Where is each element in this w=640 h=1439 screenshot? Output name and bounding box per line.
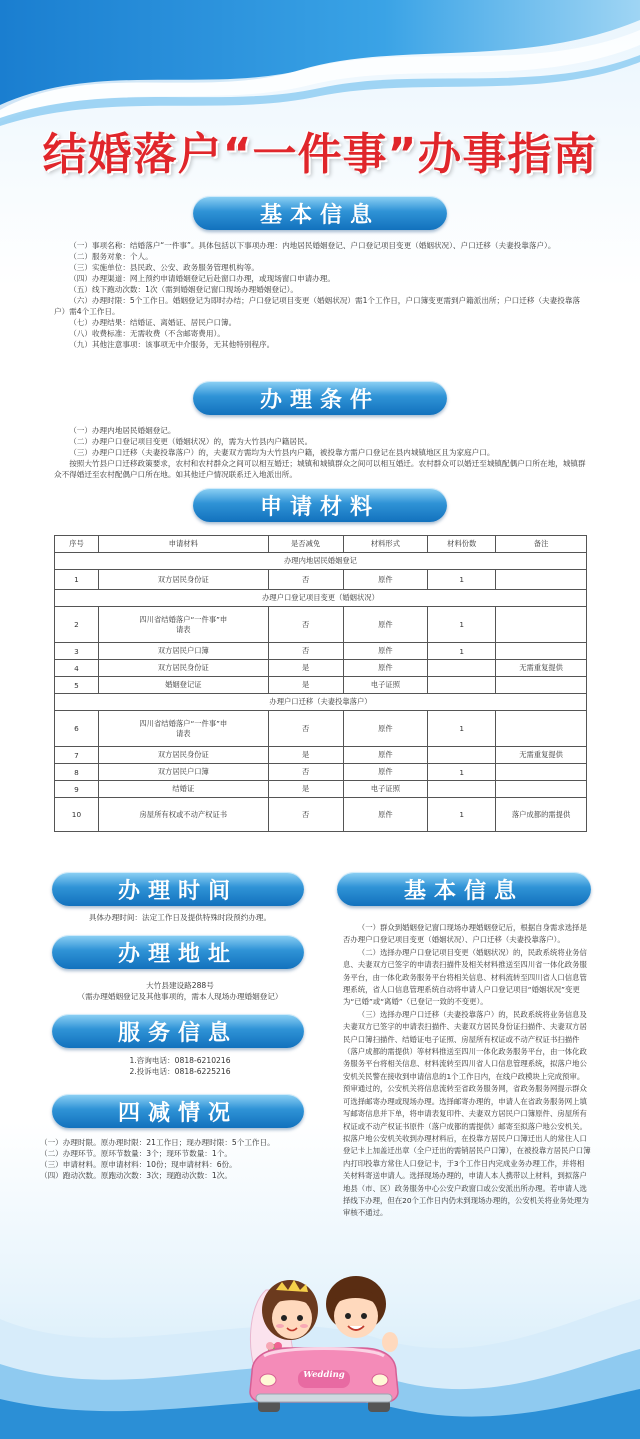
time-heading: 办理时间 bbox=[52, 872, 304, 906]
table-cell: 1 bbox=[428, 798, 496, 832]
table-cell: 四川省结婚落户“一件事”申请表 bbox=[98, 711, 268, 747]
basic-info-right-paragraph: （三）选择办理户口迁移（夫妻投靠落户）的，民政系统将业务信息及夫妻双方已签字的申请表扫描件、夫妻双方居民身份证扫描件、夫妻双方居民户口簿扫描件、结婚证电子证照、房屋所有权证或不动产权证书扫描件（落户成都的需提供）等材料推送至四川一体化政务服务平台，由一体化政务服务平台将相关信息、材料流转至四川省人口信息管理系统，拟落户地公安机关民警在接收到申请信息的1个工作日内，在线户政模块上完成预审。预审通过的，公安机关将信息流转至省政务服务网，省政务服务网提示群众可选择邮寄办理或现场办理。选择邮寄办理的，申请人在省政务服务网上填写邮寄信息并下单，将申请表复印件、夫妻双方居民户口簿原件、房屋所有权证或不动产权证书原件（落户成都的需提供）邮寄至拟落户地公安机关。拟落户地公安机关收到办理材料后，在投靠方居民户口簿迁出人的常住人口登记卡上加盖迁出章（全户迁出的需销居民户口簿），在被投靠方居民户口簿内打印投靠方常住人口登记卡，于3个工作日内完成业务办理工作，并将相关材料寄送申请人。选择现场办理的，申请人本人携带以上材料，到拟落户地县（市、区）政务服务中心公安户政窗口或公安派出所办理。若申请人选择线下办理，但在20个工作日内仍未到现场办理的，公安机关将业务处理为审核不通过。 bbox=[343, 1009, 591, 1218]
table-cell: 9 bbox=[55, 781, 99, 798]
table-section-label: 办理户口登记项目变更（婚姻状况） bbox=[55, 590, 587, 607]
table-cell: 原件 bbox=[343, 660, 428, 677]
table-header: 是否减免 bbox=[268, 536, 343, 553]
table-section-row bbox=[55, 590, 587, 607]
reduction-text bbox=[40, 1137, 330, 1181]
table-cell: 是 bbox=[268, 781, 343, 798]
basic-info-line: （四）办理渠道：网上预约申请婚姻登记后赴窗口办理，或现场窗口申请办理。 bbox=[69, 274, 335, 283]
conditions-line: （一）办理内地居民婚姻登记。 bbox=[69, 426, 176, 435]
table-cell bbox=[496, 607, 587, 643]
basic-info-right-paragraph: （一）群众到婚姻登记窗口现场办理婚姻登记后，根据自身需求选择是否办理户口登记项目变更（婚姻状况）、户口迁移（夫妻投靠落户）。 bbox=[343, 923, 587, 945]
table-row bbox=[55, 747, 587, 764]
table-cell: 10 bbox=[55, 798, 99, 832]
reduction-heading: 四减情况 bbox=[52, 1094, 304, 1128]
basic-info-line: （五）线下跑动次数：1次（需到婚姻登记窗口现场办理婚姻登记）。 bbox=[69, 285, 299, 294]
table-cell: 否 bbox=[268, 570, 343, 590]
conditions-line: （二）办理户口登记项目变更（婚姻状况）的，需为大竹县内户籍居民。 bbox=[69, 437, 313, 446]
consult-phone: 1.咨询电话：0818-6210216 bbox=[129, 1056, 231, 1065]
basic-info-text bbox=[54, 240, 587, 350]
table-cell: 是 bbox=[268, 747, 343, 764]
reduction-line: （一）办理时限。原办理时限：21工作日；现办理时限：5个工作日。 bbox=[40, 1138, 275, 1147]
table-cell: 1 bbox=[428, 764, 496, 781]
table-cell bbox=[496, 570, 587, 590]
table-cell: 7 bbox=[55, 747, 99, 764]
table-cell: 否 bbox=[268, 711, 343, 747]
conditions-line: （三）办理户口迁移（夫妻投靠落户）的，夫妻双方需均为大竹县内户籍，被投靠方需户口登记在县内城镇地区且为家庭户口。 bbox=[69, 448, 495, 457]
table-cell bbox=[428, 660, 496, 677]
basic-info-right-paragraph: （二）选择办理户口登记项目变更（婚姻状况）的，民政系统将业务信息、夫妻双方已签字的申请表扫描件及相关材料推送至四川省一体化政务服务平台，由一体化政务服务平台将相关信息、材料流转至四川省人口信息管理系统，省人口信息管理系统自动将申请人户口登记项目“婚姻状况”变更为“已婚”或“离婚”（已登记一致的不变更）。 bbox=[343, 947, 587, 1007]
table-cell: 是 bbox=[268, 677, 343, 694]
reduction-line: （四）跑动次数。原跑动次数：3次；现跑动次数：1次。 bbox=[40, 1171, 232, 1180]
wedding-car-label: Wedding bbox=[303, 1370, 345, 1380]
table-cell: 1 bbox=[428, 711, 496, 747]
table-cell: 4 bbox=[55, 660, 99, 677]
conditions-heading: 办理条件 bbox=[193, 381, 447, 415]
basic-info-line: （九）其他注意事项：该事项无中介服务，无其他特别程序。 bbox=[69, 340, 275, 349]
basic-info-right-text bbox=[343, 922, 591, 1220]
materials-table bbox=[54, 535, 587, 832]
address-text bbox=[40, 980, 320, 1002]
table-cell bbox=[496, 643, 587, 660]
table-cell: 2 bbox=[55, 607, 99, 643]
address-line: （需办理婚姻登记及其他事项的，需本人现场办理婚姻登记） bbox=[77, 992, 283, 1001]
table-cell: 原件 bbox=[343, 798, 428, 832]
table-cell: 1 bbox=[428, 643, 496, 660]
table-cell: 否 bbox=[268, 607, 343, 643]
service-text bbox=[40, 1055, 320, 1077]
table-cell bbox=[496, 781, 587, 798]
table-cell: 原件 bbox=[343, 607, 428, 643]
table-cell: 原件 bbox=[343, 764, 428, 781]
table-header: 申请材料 bbox=[98, 536, 268, 553]
table-cell: 婚姻登记证 bbox=[98, 677, 268, 694]
page-title: 结婚落户“一件事”办事指南 bbox=[42, 129, 598, 180]
conditions-line: 按照大竹县户口迁移政策要求，农村和农村群众之间可以相互婚迁；城镇和城镇群众之间可以相互婚迁。农村群众可以婚迁至城镇配偶户口所在地，城镇群众不得婚迁至农村配偶户口所在地。如其他迁户情况联系迁入地派出所。 bbox=[54, 459, 586, 479]
table-row bbox=[55, 643, 587, 660]
table-header: 序号 bbox=[55, 536, 99, 553]
basic-info-line: （八）收费标准：无需收费（不含邮寄费用）。 bbox=[69, 329, 225, 338]
table-row bbox=[55, 764, 587, 781]
reduction-line: （二）办理环节。原环节数量：3个；现环节数量：1个。 bbox=[40, 1149, 232, 1158]
table-cell: 否 bbox=[268, 764, 343, 781]
table-cell: 四川省结婚落户“一件事”申请表 bbox=[98, 607, 268, 643]
table-cell: 原件 bbox=[343, 570, 428, 590]
table-row bbox=[55, 798, 587, 832]
table-cell: 双方居民身份证 bbox=[98, 570, 268, 590]
table-section-row bbox=[55, 694, 587, 711]
conditions-text bbox=[54, 425, 587, 480]
table-cell bbox=[496, 764, 587, 781]
wedding-couple-illustration bbox=[238, 1260, 410, 1422]
table-cell: 双方居民身份证 bbox=[98, 747, 268, 764]
reduction-line: （三）申请材料。原申请材料：10份；现申请材料：6份。 bbox=[40, 1160, 237, 1169]
table-section-row bbox=[55, 553, 587, 570]
table-row bbox=[55, 677, 587, 694]
table-cell: 8 bbox=[55, 764, 99, 781]
table-cell: 电子证照 bbox=[343, 677, 428, 694]
table-cell bbox=[428, 781, 496, 798]
table-cell: 否 bbox=[268, 798, 343, 832]
table-row bbox=[55, 660, 587, 677]
top-wave-decoration bbox=[0, 0, 640, 130]
table-header-row bbox=[55, 536, 587, 553]
table-cell: 5 bbox=[55, 677, 99, 694]
basic-info-line: （七）办理结果：结婚证、离婚证、居民户口簿。 bbox=[69, 318, 237, 327]
basic-info-line: （六）办理时限：5个工作日。婚姻登记为即时办结；户口登记项目变更（婚姻状况）需1个工作日，户口簿变更需到户籍派出所；户口迁移（夫妻投靠落户）需4个工作日。 bbox=[54, 296, 581, 316]
table-cell: 原件 bbox=[343, 643, 428, 660]
address-line: 大竹县建设路288号 bbox=[146, 981, 214, 990]
table-row bbox=[55, 781, 587, 798]
table-cell: 1 bbox=[55, 570, 99, 590]
basic-info-heading: 基本信息 bbox=[193, 196, 447, 230]
basic-info-line: （三）实施单位：县民政、公安、政务服务管理机构等。 bbox=[69, 263, 260, 272]
service-heading: 服务信息 bbox=[52, 1014, 304, 1048]
table-cell: 否 bbox=[268, 643, 343, 660]
table-cell: 结婚证 bbox=[98, 781, 268, 798]
table-cell: 原件 bbox=[343, 711, 428, 747]
basic-info-line: （一）事项名称：结婚落户“一件事”。具体包括以下事项办理：内地居民婚姻登记、户口登记项目变更（婚姻状况）、户口迁移（夫妻投靠落户）。 bbox=[69, 241, 556, 250]
table-cell: 双方居民身份证 bbox=[98, 660, 268, 677]
table-cell bbox=[496, 677, 587, 694]
table-cell bbox=[428, 677, 496, 694]
basic-info-right-heading: 基本信息 bbox=[337, 872, 591, 906]
complaint-phone: 2.投诉电话：0818-6225216 bbox=[129, 1067, 231, 1076]
table-cell: 无需重复提供 bbox=[496, 747, 587, 764]
table-cell: 1 bbox=[428, 607, 496, 643]
table-cell: 无需重复提供 bbox=[496, 660, 587, 677]
table-cell: 电子证照 bbox=[343, 781, 428, 798]
table-row bbox=[55, 711, 587, 747]
table-cell: 落户成都的需提供 bbox=[496, 798, 587, 832]
table-cell: 双方居民户口簿 bbox=[98, 643, 268, 660]
table-cell: 房屋所有权或不动产权证书 bbox=[98, 798, 268, 832]
table-cell: 6 bbox=[55, 711, 99, 747]
table-section-label: 办理内地居民婚姻登记 bbox=[55, 553, 587, 570]
table-cell: 双方居民户口簿 bbox=[98, 764, 268, 781]
table-section-label: 办理户口迁移（夫妻投靠落户） bbox=[55, 694, 587, 711]
table-cell bbox=[496, 711, 587, 747]
basic-info-line: （二）服务对象：个人。 bbox=[69, 252, 153, 261]
materials-heading: 申请材料 bbox=[193, 488, 447, 522]
table-cell: 是 bbox=[268, 660, 343, 677]
address-heading: 办理地址 bbox=[52, 935, 304, 969]
table-cell: 原件 bbox=[343, 747, 428, 764]
table-cell: 3 bbox=[55, 643, 99, 660]
time-text: 具体办理时间：法定工作日及提供特殊时段预约办理。 bbox=[88, 913, 272, 922]
table-cell: 1 bbox=[428, 570, 496, 590]
table-row bbox=[55, 570, 587, 590]
table-row bbox=[55, 607, 587, 643]
table-header: 材料形式 bbox=[343, 536, 428, 553]
table-header: 备注 bbox=[496, 536, 587, 553]
table-header: 材料份数 bbox=[428, 536, 496, 553]
table-cell bbox=[428, 747, 496, 764]
